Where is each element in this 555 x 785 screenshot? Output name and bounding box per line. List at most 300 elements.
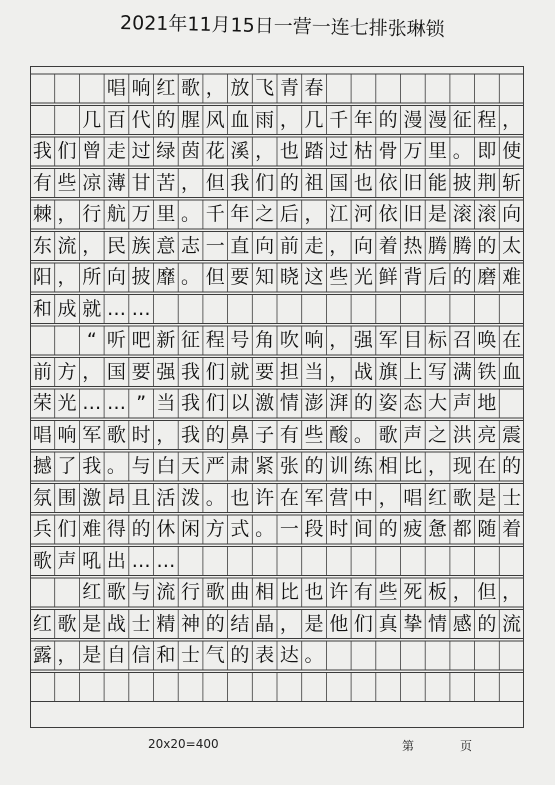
- essay-char: 间: [353, 518, 373, 540]
- essay-char: 使: [502, 140, 522, 162]
- essay-char: 热: [403, 234, 423, 257]
- essay-char: 向: [502, 203, 522, 225]
- essay-char: 军: [378, 329, 398, 351]
- essay-char: 闲: [181, 518, 201, 540]
- essay-char: 旧: [403, 203, 423, 225]
- header-date-name: 2021年11月15日一营一连七排张琳锁: [119, 12, 445, 41]
- essay-char: “: [86, 329, 97, 351]
- essay-char: 披: [131, 266, 151, 288]
- essay-char: 情: [428, 612, 448, 635]
- essay-char: 放: [230, 77, 250, 99]
- essay-char: 鲜: [378, 266, 398, 288]
- essay-char: 风: [205, 108, 225, 131]
- essay-char: 军: [82, 423, 102, 446]
- essay-char: 歌: [57, 612, 77, 635]
- essay-char: 标: [428, 329, 448, 351]
- essay-char: 亮: [477, 423, 497, 446]
- essay-char: 一: [279, 518, 299, 540]
- essay-char: 们: [353, 612, 373, 635]
- essay-char: 结: [230, 612, 250, 635]
- essay-char: 流: [57, 234, 77, 257]
- essay-char: 斩: [502, 171, 522, 194]
- essay-char: 军: [304, 486, 324, 509]
- essay-char: 听: [106, 329, 126, 351]
- essay-char: 和: [156, 644, 176, 666]
- essay-char: 飞: [255, 77, 275, 99]
- essay-char: 些: [329, 266, 349, 288]
- essay-char: 休: [156, 518, 176, 540]
- essay-char: 红: [428, 486, 448, 509]
- essay-char: 有: [279, 423, 299, 446]
- essay-char: ，: [205, 77, 225, 99]
- essay-char: 百: [106, 108, 126, 131]
- essay-char: 角: [255, 329, 275, 351]
- essay-char: 千: [205, 203, 225, 225]
- essay-char: 鼻: [230, 423, 250, 446]
- essay-char: 相: [378, 455, 398, 477]
- essay-char: 代: [131, 108, 151, 131]
- essay-char: 练: [353, 455, 373, 477]
- essay-char: 担: [279, 360, 299, 383]
- essay-char: 万: [131, 203, 151, 225]
- essay-char: 唱: [106, 77, 126, 99]
- essay-char: 时: [131, 423, 151, 446]
- essay-char: 滚: [452, 203, 472, 225]
- essay-line: [30, 641, 524, 670]
- essay-char: 晶: [255, 612, 275, 635]
- essay-char: 随: [477, 518, 497, 540]
- essay-char: 。: [205, 486, 225, 509]
- essay-char: 子: [255, 423, 275, 446]
- essay-char: 歌: [205, 581, 225, 603]
- essay-char: 阳: [32, 266, 52, 288]
- essay-char: 响: [57, 423, 77, 446]
- essay-char: 的: [502, 455, 522, 477]
- essay-char: 红: [156, 77, 176, 99]
- essay-char: 们: [57, 518, 77, 540]
- essay-char: [55, 578, 80, 607]
- essay-char: 前: [279, 234, 299, 257]
- essay-char: 他: [329, 612, 349, 635]
- essay-char: [30, 106, 55, 135]
- manuscript-grid: [30, 66, 524, 728]
- essay-char: ，: [57, 266, 77, 288]
- essay-char: 的: [205, 612, 225, 635]
- essay-char: 难: [82, 518, 102, 540]
- essay-char: 红: [32, 612, 52, 635]
- essay-char: 当: [304, 360, 324, 383]
- essay-char: 信: [131, 644, 151, 666]
- essay-char: 激: [255, 392, 275, 414]
- essay-char: 的: [131, 518, 151, 540]
- page-label-suffix: 页: [460, 739, 473, 753]
- essay-line: [30, 547, 524, 576]
- essay-char: ，: [428, 455, 448, 477]
- essay-char: 年: [353, 108, 373, 131]
- essay-char: 比: [403, 455, 423, 477]
- essay-char: ，: [502, 581, 522, 603]
- essay-char: 我: [82, 455, 102, 477]
- essay-char: 与: [131, 581, 151, 603]
- essay-char: 就: [230, 360, 250, 383]
- essay-char: 一: [205, 234, 225, 257]
- essay-char: 氛: [32, 486, 52, 509]
- essay-char: 唤: [477, 329, 497, 351]
- essay-char: [30, 326, 55, 355]
- essay-char: 红: [82, 581, 102, 603]
- essay-char: 神: [181, 612, 201, 635]
- essay-char: 。: [255, 518, 275, 540]
- essay-char: ，: [378, 486, 398, 509]
- essay-char: 号: [230, 329, 250, 351]
- essay-char: …: [106, 297, 126, 320]
- essay-char: 时: [329, 518, 349, 540]
- essay-char: 前: [32, 360, 52, 383]
- essay-char: 青: [279, 77, 299, 99]
- essay-char: ，: [279, 108, 299, 131]
- essay-char: 走: [304, 234, 324, 257]
- essay-char: 腾: [428, 234, 448, 257]
- essay-char: 板: [428, 581, 448, 603]
- essay-char: 现: [452, 455, 472, 477]
- essay-char: 泼: [181, 486, 201, 509]
- essay-char: 歌: [32, 549, 52, 572]
- essay-char: 出: [106, 549, 126, 572]
- essay-char: 就: [82, 297, 102, 320]
- essay-char: ，: [156, 423, 176, 446]
- essay-char: 满: [452, 360, 472, 383]
- essay-char: 方: [57, 360, 77, 383]
- essay-char: 在: [477, 455, 497, 477]
- essay-char: ”: [136, 392, 147, 414]
- essay-char: 洪: [452, 423, 472, 446]
- essay-char: 茵: [181, 140, 201, 162]
- essay-char: 志: [181, 234, 201, 257]
- essay-char: [55, 106, 80, 135]
- essay-char: 后: [279, 203, 299, 225]
- essay-char: 得: [106, 518, 126, 540]
- essay-line: [30, 484, 524, 513]
- essay-char: 是: [304, 612, 324, 635]
- essay-char: 比: [279, 581, 299, 603]
- essay-char: 以: [230, 392, 250, 414]
- essay-char: 溪: [230, 140, 250, 162]
- essay-char: 程: [205, 329, 225, 351]
- essay-char: 苦: [156, 171, 176, 194]
- essay-char: 血: [230, 108, 250, 131]
- essay-char: 这: [304, 266, 324, 288]
- essay-char: 的: [304, 455, 324, 477]
- essay-char: 漫: [403, 108, 423, 131]
- essay-char: 曲: [230, 581, 250, 603]
- essay-line: [30, 515, 524, 544]
- essay-char: 国: [329, 171, 349, 194]
- grid-spec-label: 20x20=400: [148, 737, 219, 751]
- essay-char: 背: [403, 266, 423, 288]
- essay-line: [30, 106, 524, 135]
- essay-char: 歌: [378, 423, 398, 446]
- essay-char: 披: [452, 171, 472, 194]
- essay-char: 吧: [131, 329, 151, 351]
- essay-char: 棘: [32, 203, 52, 225]
- essay-char: 知: [255, 266, 275, 288]
- essay-line: [30, 137, 524, 166]
- essay-char: 要: [131, 360, 151, 383]
- essay-char: 唱: [403, 486, 423, 509]
- essay-char: 上: [403, 360, 423, 383]
- essay-char: 是: [82, 612, 102, 635]
- essay-char: 些: [378, 581, 398, 603]
- essay-char: 真: [378, 612, 398, 635]
- essay-char: 歌: [452, 486, 472, 509]
- essay-char: 光: [353, 266, 373, 288]
- essay-char: 血: [502, 360, 522, 383]
- essay-line: [30, 326, 524, 355]
- essay-char: ，: [329, 329, 349, 351]
- essay-char: 们: [57, 140, 77, 162]
- essay-char: 方: [205, 518, 225, 540]
- essay-char: 中: [353, 486, 373, 509]
- essay-char: ，: [329, 234, 349, 257]
- essay-char: 的: [205, 423, 225, 446]
- essay-char: 过: [329, 140, 349, 162]
- essay-char: 花: [205, 140, 225, 162]
- essay-char: 了: [57, 455, 77, 477]
- page-number-label: [402, 737, 518, 754]
- essay-char: 激: [82, 486, 102, 509]
- essay-char: [55, 74, 80, 103]
- essay-char: 活: [156, 486, 176, 509]
- essay-char: 光: [57, 392, 77, 414]
- essay-char: 要: [230, 266, 250, 288]
- essay-line: [30, 610, 524, 639]
- essay-char: 们: [205, 392, 225, 414]
- essay-char: 是: [82, 644, 102, 666]
- essay-char: 向: [255, 234, 275, 257]
- essay-char: 姿: [378, 392, 398, 414]
- essay-char: 着: [378, 234, 398, 257]
- essay-char: 过: [131, 140, 151, 162]
- essay-char: 营: [329, 486, 349, 509]
- essay-char: 晓: [279, 266, 299, 288]
- essay-char: 的: [452, 266, 472, 288]
- essay-char: 围: [57, 486, 77, 509]
- essay-char: 荆: [477, 171, 497, 194]
- essay-char: 张: [279, 455, 299, 477]
- essay-char: 旗: [378, 360, 398, 383]
- essay-line: [30, 169, 524, 198]
- essay-char: 战: [353, 360, 373, 383]
- essay-line: [30, 421, 524, 450]
- essay-char: 是: [428, 203, 448, 225]
- essay-char: [30, 74, 55, 103]
- essay-char: 凉: [82, 171, 102, 194]
- essay-char: 依: [378, 171, 398, 194]
- essay-char: 磨: [477, 266, 497, 288]
- essay-char: 薄: [106, 171, 126, 194]
- essay-char: …: [131, 549, 151, 572]
- essay-char: …: [131, 297, 151, 320]
- essay-char: 我: [230, 171, 250, 194]
- essay-char: 年: [230, 203, 250, 225]
- essay-char: 态: [403, 392, 423, 414]
- essay-char: 死: [403, 581, 423, 603]
- essay-char: 地: [477, 392, 497, 414]
- essay-char: 我: [181, 360, 201, 383]
- essay-char: 自: [106, 644, 126, 666]
- essay-char: 漫: [428, 108, 448, 131]
- essay-char: 雨: [255, 108, 275, 131]
- essay-char: 的: [378, 518, 398, 540]
- essay-char: 挚: [403, 612, 423, 635]
- essay-char: 我: [181, 423, 201, 446]
- essay-char: 但: [205, 266, 225, 288]
- essay-char: 。: [181, 266, 201, 288]
- essay-char: ，: [57, 203, 77, 225]
- essay-char: 训: [329, 455, 349, 477]
- essay-char: 但: [205, 171, 225, 194]
- essay-char: 千: [329, 108, 349, 131]
- essay-char: 的: [279, 171, 299, 194]
- essay-char: 江: [329, 203, 349, 225]
- essay-char: 有: [353, 581, 373, 603]
- essay-char: ，: [57, 644, 77, 666]
- essay-char: 当: [156, 392, 176, 414]
- page-label-prefix: 第: [402, 739, 415, 753]
- essay-char: 许: [255, 486, 275, 509]
- essay-char: 与: [131, 455, 151, 477]
- essay-char: 目: [403, 329, 423, 351]
- essay-char: 白: [156, 455, 176, 477]
- essay-char: 许: [329, 581, 349, 603]
- essay-char: 兵: [32, 518, 52, 540]
- essay-char: 即: [477, 140, 497, 162]
- essay-char: 酸: [329, 423, 349, 446]
- essay-char: 。: [304, 644, 324, 666]
- essay-char: 祖: [304, 171, 324, 194]
- essay-char: 春: [304, 77, 324, 99]
- essay-char: 们: [255, 171, 275, 194]
- essay-char: 征: [181, 329, 201, 351]
- essay-char: 在: [279, 486, 299, 509]
- essay-char: 情: [279, 392, 299, 414]
- essay-char: 召: [452, 329, 472, 351]
- essay-char: 着: [502, 518, 522, 540]
- essay-char: 绿: [156, 140, 176, 162]
- essay-char: 后: [428, 266, 448, 288]
- essay-line: [30, 389, 524, 418]
- essay-char: ，: [329, 360, 349, 383]
- essay-char: ，: [452, 581, 472, 603]
- essay-char: 曾: [82, 140, 102, 162]
- essay-char: 的: [353, 392, 373, 414]
- essay-char: 疲: [403, 518, 423, 540]
- essay-char: 航: [106, 203, 126, 225]
- essay-char: 战: [106, 612, 126, 635]
- essay-char: 依: [378, 203, 398, 225]
- essay-char: …: [156, 549, 176, 572]
- essay-line: [30, 200, 524, 229]
- essay-char: 和: [32, 297, 52, 320]
- essay-char: 之: [428, 423, 448, 446]
- essay-char: 之: [255, 203, 275, 225]
- essay-char: 们: [205, 360, 225, 383]
- essay-char: 民: [106, 234, 126, 257]
- essay-char: 些: [304, 423, 324, 446]
- essay-char: 且: [131, 486, 151, 509]
- essay-char: 士: [181, 644, 201, 666]
- essay-char: 骨: [378, 140, 398, 162]
- essay-char: 强: [353, 329, 373, 351]
- essay-char: ，: [82, 234, 102, 257]
- essay-char: 吼: [82, 549, 102, 572]
- essay-char: ，: [181, 171, 201, 194]
- essay-line: [30, 295, 524, 324]
- essay-char: 严: [205, 455, 225, 477]
- essay-char: 。: [181, 203, 201, 225]
- essay-char: 强: [156, 360, 176, 383]
- essay-char: 些: [57, 171, 77, 194]
- essay-char: 我: [181, 392, 201, 414]
- essay-char: 的: [156, 108, 176, 131]
- essay-char: 成: [57, 297, 77, 320]
- essay-char: 声: [403, 423, 423, 446]
- essay-char: 枯: [353, 140, 373, 162]
- essay-char: 式: [230, 518, 250, 540]
- essay-char: 流: [156, 581, 176, 603]
- essay-char: 澎: [304, 392, 324, 414]
- essay-char: 国: [106, 360, 126, 383]
- essay-char: 响: [304, 329, 324, 351]
- essay-char: 昂: [106, 486, 126, 509]
- essay-char: 大: [428, 392, 448, 414]
- essay-char: 士: [131, 612, 151, 635]
- essay-char: 的: [230, 644, 250, 666]
- essay-char: 相: [255, 581, 275, 603]
- essay-char: ，: [279, 612, 299, 635]
- essay-line: [30, 232, 524, 261]
- essay-char: 肃: [230, 455, 250, 477]
- essay-char: [30, 578, 55, 607]
- essay-char: 行: [181, 581, 201, 603]
- essay-line: [30, 452, 524, 481]
- essay-char: 撼: [32, 455, 52, 477]
- essay-char: 有: [32, 171, 52, 194]
- essay-char: 新: [156, 329, 176, 351]
- essay-char: 。: [452, 140, 472, 162]
- essay-char: 也: [230, 486, 250, 509]
- essay-line: [30, 673, 524, 702]
- essay-line: [30, 358, 524, 387]
- essay-char: 靡: [156, 266, 176, 288]
- essay-char: 。: [353, 423, 373, 446]
- essay-char: 流: [502, 612, 522, 635]
- essay-char: 露: [32, 644, 52, 666]
- essay-char: 也: [353, 171, 373, 194]
- essay-char: 族: [131, 234, 151, 257]
- essay-char: 表: [255, 644, 275, 666]
- essay-char: [55, 326, 80, 355]
- essay-char: 旧: [403, 171, 423, 194]
- essay-char: 甘: [131, 171, 151, 194]
- essay-char: 程: [477, 108, 497, 131]
- essay-char: 腾: [452, 234, 472, 257]
- essay-char: 所: [82, 266, 102, 288]
- essay-line: [30, 263, 524, 292]
- essay-char: 能: [428, 171, 448, 194]
- essay-line: [30, 578, 524, 607]
- essay-char: 。: [106, 455, 126, 477]
